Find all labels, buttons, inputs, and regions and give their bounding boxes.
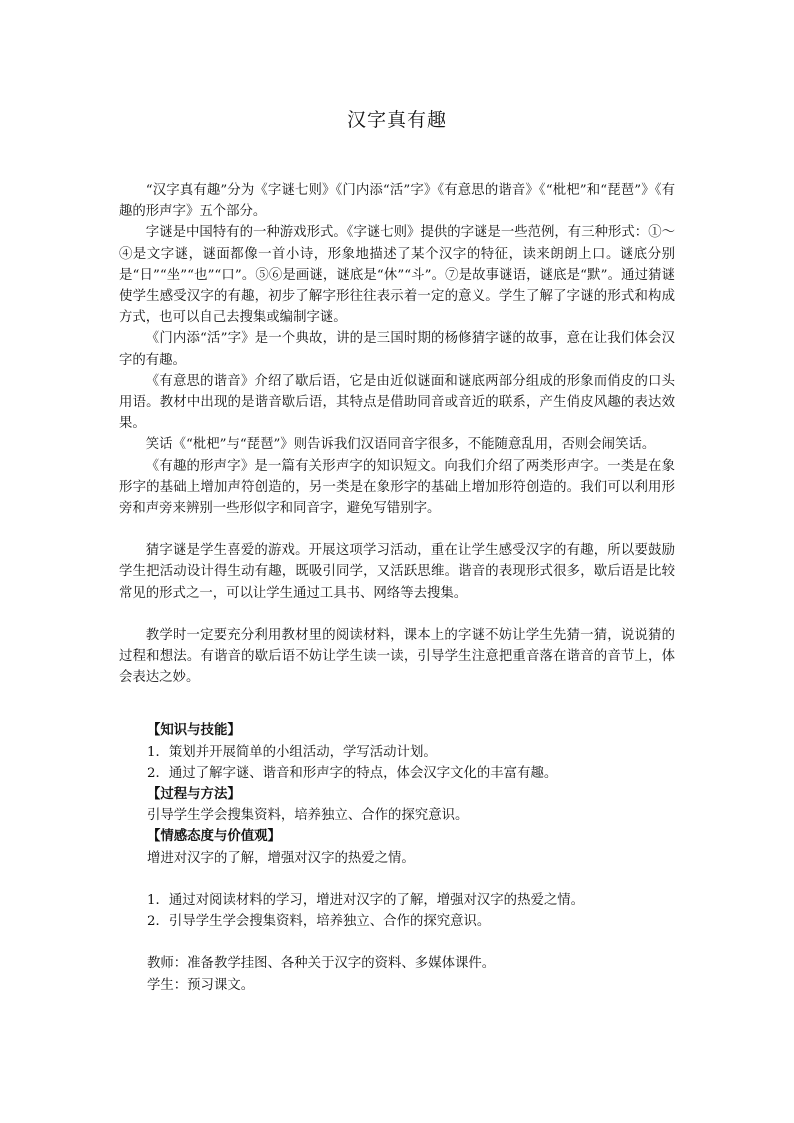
paragraph-homophone: 《有意思的谐音》介绍了歇后语，它是由近似谜面和谜底两部分组成的形象而俏皮的口头用语。教材中出现的是谐音歇后语，其特点是借助同音或音近的联系，产生俏皮风趣的表达效果。 xyxy=(119,373,675,432)
paragraph-riddles: 字谜是中国特有的一种游戏形式。《字谜七则》提供的字谜是一些范例，有三种形式：①～④是文字谜，谜面都像一首小诗，形象地描述了某个汉字的特征，读来朗朗上口。谜底分别是“日”“坐”“也”“口”。⑤⑥是画谜，谜底是“休”“斗”。⑦是故事谜语，谜底是“默”。通过猜谜使学生感受汉字的有趣，初步了解字形往往表示着一定的意义。学生了解了字谜的形式和构成方式，也可以自己去搜集或编制字谜。 xyxy=(119,225,675,326)
goal-knowledge-item: 1．策划并开展简单的小组活动，学写活动计划。 xyxy=(147,744,437,760)
spacer xyxy=(119,869,675,890)
spacer xyxy=(119,519,675,540)
paragraph-joke: 笑话《“枇杷”与“琵琶”》则告诉我们汉语同音字很多，不能随意乱用，否则会闹笑话。 xyxy=(145,437,656,453)
goal-emotion-heading: 【情感态度与价值观】 xyxy=(147,828,281,845)
goal-process-heading: 【过程与方法】 xyxy=(147,786,241,803)
keypoint-item: 1．通过对阅读材料的学习，增进对汉字的了解，增强对汉字的热爱之情。 xyxy=(147,892,585,908)
spacer xyxy=(119,604,675,625)
prep-teacher: 教师：准备教学挂图、各种关于汉字的资料、多媒体课件。 xyxy=(147,956,496,972)
paragraph-teaching: 教学时一定要充分利用教材里的阅读材料，课本上的字谜不妨让学生先猜一猜，说说猜的过程和想法。有谐音的歇后语不妨让学生读一读，引导学生注意把重音落在谐音的音节上，体会表达之妙。 xyxy=(119,627,675,686)
keypoint-item: 2．引导学生学会搜集资料，培养独立、合作的探究意识。 xyxy=(147,914,491,930)
goal-knowledge-item: 2．通过了解字谜、谐音和形声字的特点，体会汉字文化的丰富有趣。 xyxy=(147,765,558,781)
goal-emotion-item: 增进对汉字的了解，增强对汉字的热爱之情。 xyxy=(147,850,415,866)
paragraph-activity: 猜字谜是学生喜爱的游戏。开展这项学习活动，重在让学生感受汉字的有趣，所以要鼓励学生把活动设计得生动有趣，既吸引同学，又活跃思维。谐音的表现形式很多，歇后语是比较常见的形式之一，可以让学生通过工具书、网络等去搜集。 xyxy=(119,543,675,601)
paragraph-overview: “汉字真有趣”分为《字谜七则》《门内添“活”字》《有意思的谐音》《“枇杷”和“琵琶”》《有趣的形声字》五个部分。 xyxy=(119,183,675,220)
document-body xyxy=(119,180,675,996)
paragraph-allusion: 《门内添“活”字》是一个典故，讲的是三国时期的杨修猜字谜的故事，意在让我们体会汉字的有趣。 xyxy=(119,331,675,368)
goal-process-item: 引导学生学会搜集资料，培养独立、合作的探究意识。 xyxy=(147,808,469,824)
goal-knowledge-heading: 【知识与技能】 xyxy=(147,722,241,739)
page-title: 汉字真有趣 xyxy=(346,109,447,131)
paragraph-phonosemantic: 《有趣的形声字》是一篇有关形声字的知识短文。向我们介绍了两类形声字。一类是在象形字的基础上增加声符创造的，另一类是在象形字的基础上增加形符创造的。我们可以利用形旁和声旁来辨别一些形似字和同音字，避免写错别字。 xyxy=(119,458,675,517)
spacer xyxy=(119,932,675,953)
prep-student: 学生：预习课文。 xyxy=(147,977,255,993)
spacer xyxy=(119,688,675,720)
